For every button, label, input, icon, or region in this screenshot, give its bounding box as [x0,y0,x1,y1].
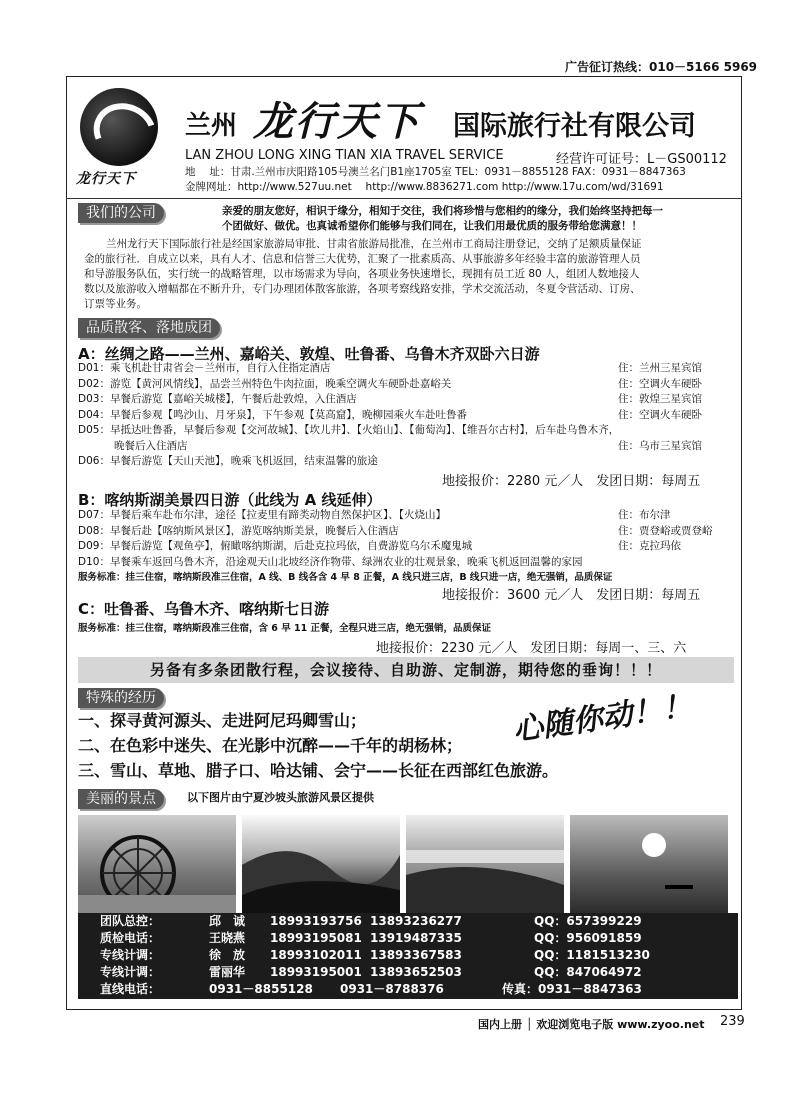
route-c-service: 服务标准：挂三住宿，喀纳斯段准三住宿，含 6 早 11 正餐，全程只进三店，绝无强销，品质保证 [78,623,492,634]
route-c-price: 地接报价：2230 元／人 发团日期：每周一、三、六 [376,641,687,656]
itinerary-row: D04：早餐后参观【鸣沙山、月牙泉】，下午参观【莫高窟】，晚柳园乘火车赴吐鲁番 住：空调火车硬卧 [78,408,702,421]
english-name: LAN ZHOU LONG XING TIAN XIA TRAVEL SERVICE [185,148,504,163]
contact-row: 专线计调： 徐 放 18993102011 13893367583 QQ：1181513230 [100,948,650,962]
section-special: 特殊的经历 [78,688,164,708]
contact-row: 团队总控： 邱 诚 18993193756 13893236277 QQ：657399229 [100,914,642,928]
waterwheel-icon [78,815,236,921]
itinerary-row: D09：早餐后游览【观鱼亭】，俯瞰喀纳斯湖，后赴克拉玛依，自费游览乌尔禾魔鬼城 住：克拉玛依 [78,540,681,552]
section-scenery: 美丽的景点 [78,789,164,809]
company-body-line: 数以及旅游收入增幅都在不断升升，专门办理团体散客旅游，各项考察线路安排，学术交流活动，冬夏令营活动、订房、 [84,283,641,295]
sun-icon [570,815,728,921]
contact-row: 专线计调： 雷丽华 18993195001 13893652503 QQ：847064972 [100,965,642,979]
itinerary-row: D07：早餐后乘车赴布尔津，途径【拉麦里有蹄类动物自然保护区】、【火烧山】 住：布尔津 [78,509,671,521]
company-suffix: 国际旅行社有限公司 [453,111,696,142]
contact-table [78,913,738,999]
intro-line-1: 亲爱的朋友您好，相识于缘分，相知于交往，我们将珍惜与您相约的缘分，我们始终坚持把每一 [222,205,663,217]
itinerary-row: D02：游览【黄河风情线】，品尝兰州特色牛肉拉面，晚乘空调火车硬卧赴嘉峪关 住：空调火车硬卧 [78,377,702,390]
footer-text: 国内上册 │ 欢迎浏览电子版 www.zyoo.net [478,1018,705,1031]
itinerary-row: D06：早餐后游览【天山天池】，晚乘飞机返回，结束温馨的旅途 [78,455,378,467]
website-line: 金牌网址：http://www.527uu.net http://www.8836271.com http://www.17u.com/wd/31691 [185,181,664,193]
route-b-title: B：喀纳斯湖美景四日游（此线为 A 线延伸） [78,491,382,509]
ad-hotline: 广告征订热线：010－5166 5969 [565,60,758,74]
special-item: 一、探寻黄河源头、走进阿尼玛卿雪山； [78,711,367,730]
waterwheel-photo [78,815,236,921]
desert-camel-photo [242,815,400,921]
scenery-caption: 以下图片由宁夏沙坡头旅游风景区提供 [187,791,374,804]
sunset-boat-photo [570,815,728,921]
custom-tour-banner: 另备有多条团散行程，会议接待、自助游、定制游，期待您的垂询！！！ [78,657,734,683]
page-number: 239 [720,1014,745,1029]
logo-text: 龙行天下 [76,171,136,187]
itinerary-row: D10：早餐乘车返回乌鲁木齐，沿途观天山北坡经济作物带、绿洲农业的壮观景象，晚乘飞机返回温馨的家园 [78,555,583,568]
route-c-title: C：吐鲁番、乌鲁木齐、喀纳斯七日游 [78,600,330,618]
company-body-line: 和导游服务队伍，实行统一的战略管理，以市场需求为导向，各项业务快速增长，现拥有员工近 80 人，组团人数地接人 [84,268,640,280]
address-line: 地 址：甘肃.兰州市庆阳路105号澳兰名门B1座1705室 TEL：0931－8855128 FAX：0931－8847363 [185,166,686,178]
company-body-line: 金的旅行社．自成立以来，具有人才、信息和信誉三大优势，汇聚了一批素质高、从事旅游多年经验丰富的旅游管理人员 [84,253,641,265]
special-list [78,708,558,783]
contact-info [185,165,686,195]
slogan: 心随你动！！ [510,688,695,749]
intro-line-2: 个团做好、做优。也真诚希望你们能够与我们同在，让我们用最优质的服务带给您满意！！ [222,220,642,232]
direct-line-row: 直线电话： 0931－8855128 0931－8788376 传真：0931－8847363 [100,982,642,996]
special-item: 三、雪山、草地、腊子口、哈达铺、会宁——长征在西部红色旅游。 [78,761,559,780]
itinerary-row: D03：早餐后游览【嘉峪关城楼】，午餐后赴敦煌，入住酒店 住：敦煌三星宾馆 [78,393,702,405]
company-body-line: 兰州龙行天下国际旅行社是经国家旅游局审批、甘肃省旅游局批准，在兰州市工商局注册登记，交纳了足额质量保证 [106,238,642,250]
itinerary-row: D05：早抵达吐鲁番，早餐后参观【交河故城】、【坎儿井】、【火焰山】、【葡萄沟】、【维吾尔古村】，后车赴乌鲁木齐， [78,424,620,436]
itinerary-row: D01：乘飞机赴甘肃省会－兰州市，自行入住指定酒店 住：兰州三星宾馆 [78,362,702,374]
route-a-title: A：丝绸之路——兰州、嘉峪关、敦煌、吐鲁番、乌鲁木齐双卧六日游 [78,345,540,363]
special-item: 二、在色彩中迷失、在光影中沉醉——千年的胡杨林； [78,736,463,755]
route-a-price: 地接报价：2280 元／人 发团日期：每周五 [442,474,701,489]
route-b-price: 地接报价：3600 元／人 发团日期：每周五 [442,588,701,603]
license-number: 经营许可证号：L－GS00112 [556,152,727,167]
route-b-service: 服务标准：挂三住宿，喀纳斯段准三住宿，A 线、B 线各含 4 早 8 正餐，A 线只进三店，B 线只进一店，绝无强销，品质保证 [78,572,613,583]
company-body-line: 订票等业务。 [84,298,147,310]
itinerary-row: D08：早餐后赴【喀纳斯风景区】，游览喀纳斯美景，晚餐后入住酒店 住：贾登峪或贾登峪 [78,524,713,537]
section-tours: 品质散客、落地成团 [78,318,220,338]
route-b-itinerary [78,508,738,570]
dune-river-icon [406,815,564,921]
desert-river-photo [406,815,564,921]
contact-row: 质检电话： 王晓燕 18993195081 13919487335 QQ：956091859 [100,931,642,945]
sand-dune-icon [242,815,400,921]
company-main-name: 龙行天下 [253,98,421,145]
company-prefix: 兰州 [185,111,238,141]
itinerary-row: 晚餐后入住酒店 住：乌市三星宾馆 [114,439,702,452]
company-intro [84,237,740,312]
section-our-company: 我们的公司 [78,203,164,223]
route-a-itinerary [78,361,738,470]
